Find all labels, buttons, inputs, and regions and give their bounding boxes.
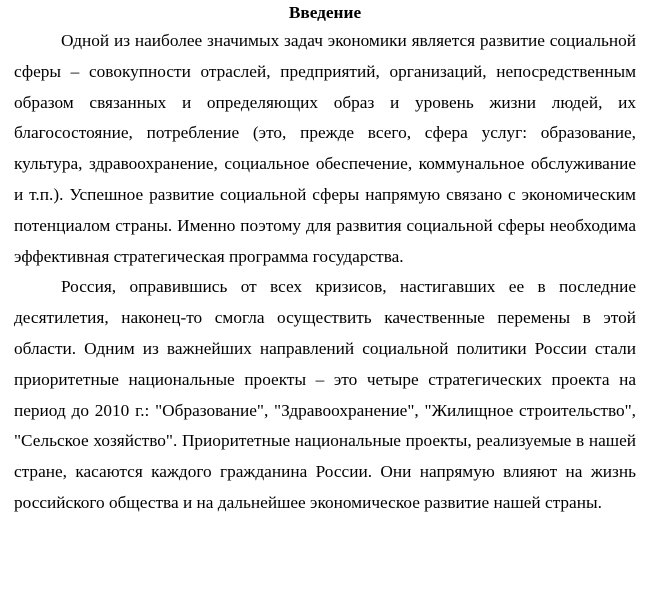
paragraph-social-sphere: Одной из наиболее значимых задач экономики является развитие социальной сферы – совокупности отраслей, предприятий, организаций, непосредственным образом связанных и определяющих образ и уровень жизни людей, их благосостояние, потребление (это, прежде всего, сфера услуг: образование, культура, здравоохранение, социальное обеспечение, коммунальное обслуживание и т.п.). Успешное развитие социальной сферы напрямую связано с экономическим потенциалом страны. Именно поэтому для развития социальной сферы необходима эффективная стратегическая программа государства. xyxy=(14,31,636,266)
document-title: Введение xyxy=(288,3,362,22)
paragraph-national-projects: Россия, оправившись от всех кризисов, настигавших ее в последние десятилетия, наконец-то смогла осуществить качественные перемены в этой области. Одним из важнейших направлений социальной политики России стали приоритетные национальные проекты – это четыре стратегических проекта на период до 2010 г.: "Образование", "Здравоохранение", "Жилищное строительство", "Сельское хозяйство". Приоритетные национальные проекты, реализуемые в нашей стране, касаются каждого гражданина России. Они напрямую влияют на жизнь российского общества и на дальнейшее экономическое развитие нашей страны. xyxy=(14,277,636,512)
document-page xyxy=(14,0,636,519)
